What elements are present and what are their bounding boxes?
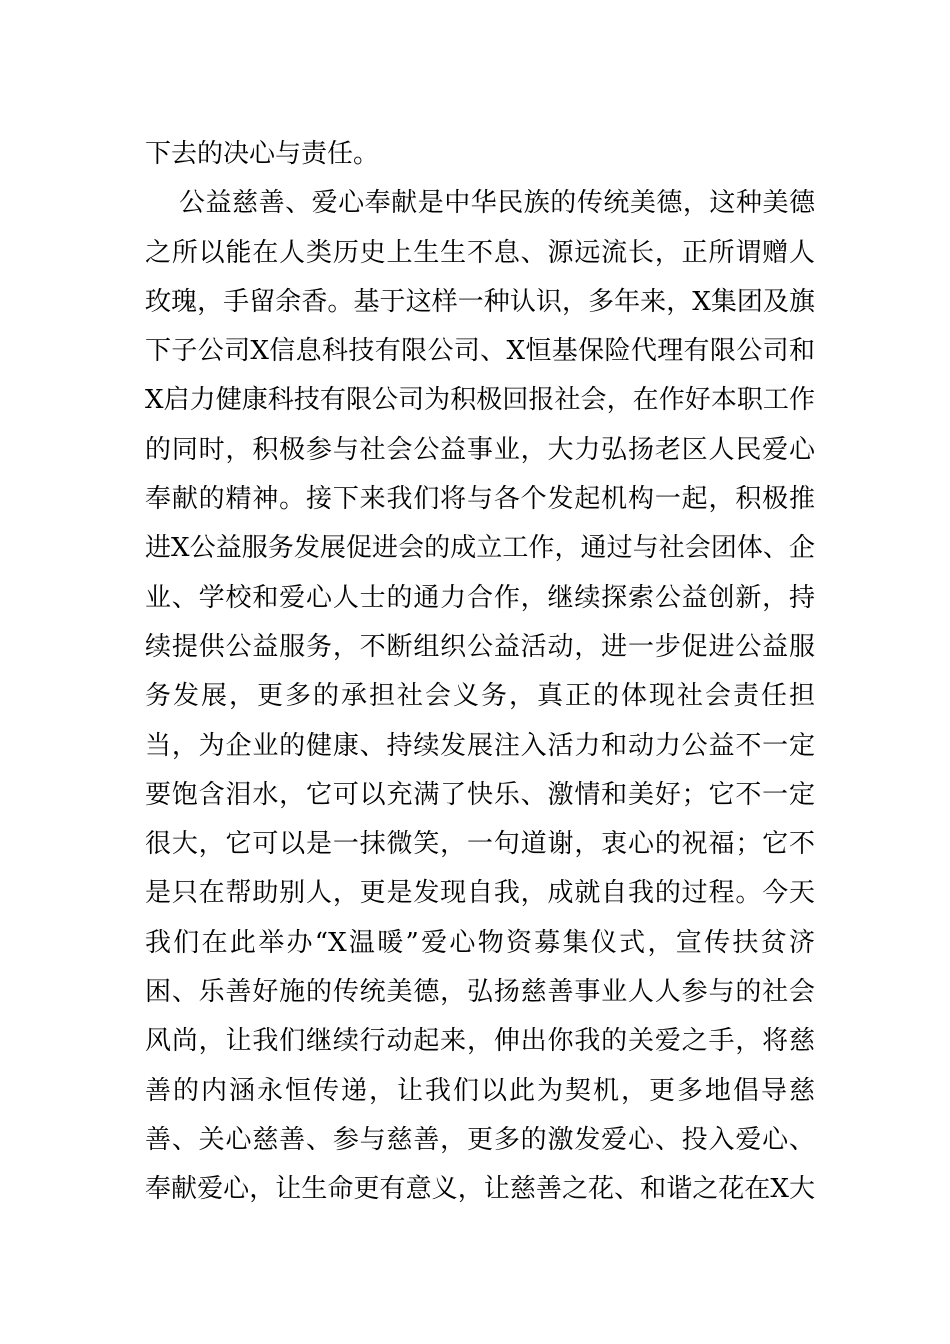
text-line: 是只在帮助别人，更是发现自我，成就自我的过程。今天 bbox=[145, 878, 815, 909]
text-line: 下去的决心与责任。 bbox=[145, 139, 380, 169]
text-line: 风尚，让我们继续行动起来，伸出你我的关爱之手，将慈 bbox=[145, 1026, 815, 1057]
paragraph-first-line: 公益慈善、爱心奉献是中华民族的传统美德，这种美德 bbox=[179, 188, 815, 219]
text-line: 之所以能在人类历史上生生不息、源远流长，正所谓赠人 bbox=[145, 237, 815, 268]
text-line: 我们在此举办“X温暖”爱心物资募集仪式，宣传扶贫济 bbox=[145, 927, 815, 958]
text-line: 业、学校和爱心人士的通力合作，继续探索公益创新，持 bbox=[145, 582, 815, 613]
text-line: 当，为企业的健康、持续发展注入活力和动力公益不一定 bbox=[145, 730, 815, 761]
text-line: X启力健康科技有限公司为积极回报社会，在作好本职工作 bbox=[145, 385, 815, 416]
text-line: 玫瑰，手留余香。基于这样一种认识，多年来，X集团及旗 bbox=[145, 286, 815, 317]
text-line: 奉献爱心，让生命更有意义，让慈善之花、和谐之花在X大 bbox=[145, 1174, 815, 1205]
text-line: 的同时，积极参与社会公益事业，大力弘扬老区人民爱心 bbox=[145, 434, 815, 465]
text-line: 很大，它可以是一抹微笑，一句道谢，衷心的祝福；它不 bbox=[145, 829, 815, 860]
text-line: 进X公益服务发展促进会的成立工作，通过与社会团体、企 bbox=[145, 533, 815, 564]
text-line: 善的内涵永恒传递，让我们以此为契机，更多地倡导慈 bbox=[145, 1075, 815, 1106]
text-line: 奉献的精神。接下来我们将与各个发起机构一起，积极推 bbox=[145, 484, 815, 515]
document-body bbox=[145, 130, 815, 1215]
text-line: 续提供公益服务，不断组织公益活动，进一步促进公益服 bbox=[145, 631, 815, 662]
text-line: 要饱含泪水，它可以充满了快乐、激情和美好；它不一定 bbox=[145, 779, 815, 810]
text-line: 下子公司X信息科技有限公司、X恒基保险代理有限公司和 bbox=[145, 336, 815, 367]
text-line: 困、乐善好施的传统美德，弘扬慈善事业人人参与的社会 bbox=[145, 977, 815, 1008]
text-line: 务发展，更多的承担社会义务，真正的体现社会责任担 bbox=[145, 681, 815, 712]
text-line: 善、关心慈善、参与慈善，更多的激发爱心、投入爱心、 bbox=[145, 1124, 815, 1155]
